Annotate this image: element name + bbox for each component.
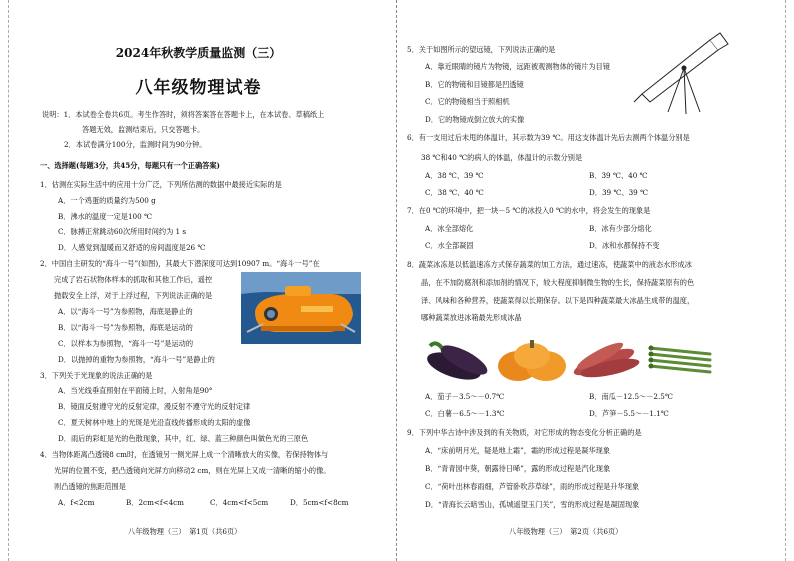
q6-option-c: C．38 ℃、40 ℃ <box>425 188 484 197</box>
q2-option-b: B．以“海斗一号”为参照物，海底是运动的 <box>58 323 193 332</box>
q7-option-a: A．冰全部熔化 <box>425 224 474 233</box>
section-heading: 一、选择题(每题3分，共45分，每题只有一个正确答案) <box>40 161 220 170</box>
q3-option-c: C．夏天树林中地上的光斑是光沿直线传播形成的太阳的虚像 <box>58 418 251 427</box>
q4-stem-3: 则凸透镜的焦距范围是 <box>54 482 126 491</box>
q7-option-c: C．水全部凝固 <box>425 241 474 250</box>
submersible-image <box>241 272 361 344</box>
q6-stem-1: 6．有一支用过后未甩的体温计，其示数为39 ℃。用这支体温计先后去测两个体温分别是 <box>407 133 690 142</box>
q9-option-d: D．“青海长云暗雪山，孤城遥望玉门关”，雪的形成过程是凝固现象 <box>425 500 640 509</box>
asparagus-image <box>646 336 714 384</box>
q6-option-b: B．39 ℃、40 ℃ <box>589 171 648 180</box>
q2-option-a: A．以“海斗一号”为参照物，海底是静止的 <box>58 307 193 316</box>
telescope-image <box>624 28 732 114</box>
q4-option-a: A．f<2cm <box>58 498 95 507</box>
q1-option-a: A．一个鸡蛋的质量约为500 g <box>58 196 156 205</box>
page-2-footer: 八年级物理（三） 第2页（共6页） <box>509 527 623 536</box>
q8-option-b: B．南瓜－12.5～－2.5℃ <box>589 392 673 401</box>
exam-title: 2024年秋教学质量监测（三） <box>115 46 282 60</box>
q6-option-d: D．39 ℃、39 ℃ <box>589 188 649 197</box>
q3-option-b: B．镜面反射遵守光的反射定律，漫反射不遵守光的反射定律 <box>58 402 251 411</box>
eggplant-image <box>424 336 494 384</box>
page-1-footer: 八年级物理（三） 第1页（共6页） <box>128 527 242 536</box>
q1-option-b: B．沸水的温度一定是100 ℃ <box>58 212 153 221</box>
q8-stem-2: 晶，在不加防腐剂和添加剂的情况下，较大程度抑制微生物的生长，保持蔬菜原有的色 <box>421 278 695 287</box>
q5-stem: 5．关于如图所示的望远镜，下列说法正确的是 <box>407 45 556 54</box>
q2-stem-2: 完成了岩石状物体样本的抓取和其他工作后，遥控 <box>54 275 213 284</box>
instructions-line-3: 2．本试卷满分100分，监测时间为90分钟。 <box>64 140 207 149</box>
q8-stem-3: 泽、风味和各种营养，使蔬菜得以长期保存。以下是四种蔬菜最大冰晶生成带的温度， <box>421 296 695 305</box>
q2-stem-1: 2．中国自主研发的“海斗一号”(如图)，其最大下潜深度可达到10907 m。“海斗一号”在 <box>40 259 320 268</box>
q2-option-c: C．以样本为参照物，“海斗一号”是运动的 <box>58 339 194 348</box>
page-2 <box>397 0 794 561</box>
q9-option-b: B．“青青园中葵，朝露待日晞”，露的形成过程是汽化现象 <box>425 464 611 473</box>
q8-option-c: C．白薯－6.5～－1.3℃ <box>425 409 505 418</box>
pumpkin-image <box>496 336 568 384</box>
instructions-line-1: 说明：1．本试卷全卷共6页。考生作答时，须将答案答在答题卡上，在本试卷、草稿纸上 <box>42 110 325 119</box>
q1-stem: 1．估测在实际生活中的应用十分广泛，下列所估测的数据中最接近实际的是 <box>40 180 282 189</box>
q1-option-c: C．脉搏正常跳动60次所用时间约为 1 s <box>58 227 187 236</box>
q4-option-d: D．5cm<f<8cm <box>290 498 349 507</box>
q9-option-c: C．“荷叶出林春雨细，芦管卧吹莎草绿”，雨的形成过程是升华现象 <box>425 482 640 491</box>
q9-stem: 9．下列中华古诗中涉及到的有关物质，对它形成的物态变化分析正确的是 <box>407 428 642 437</box>
q5-option-a: A．靠近眼睛的镜片为物镜，远距被观测物体的镜片为目镜 <box>425 62 610 71</box>
q7-option-d: D．冰和水都保持不变 <box>589 241 660 250</box>
exam-subtitle: 八年级物理试卷 <box>135 78 262 98</box>
q2-option-d: D．以抛掉的重物为参照物，“海斗一号”是静止的 <box>58 355 215 364</box>
q8-option-a: A．茄子－3.5～－0.7℃ <box>425 392 505 401</box>
q5-option-b: B．它的物镜和目镜都是凹透镜 <box>425 80 524 89</box>
q6-stem-2: 38 ℃和40 ℃的病人的体温，体温计的示数分别是 <box>421 153 583 162</box>
q8-stem-1: 8．蔬菜冰冻是以低温速冻方式保存蔬菜的加工方法，通过速冻，使蔬菜中的液态水形成冰 <box>407 260 692 269</box>
q2-stem-3: 抛载安全上浮，对于上浮过程，下列说法正确的是 <box>54 291 213 300</box>
q3-option-d: D．雨后的彩虹是光的色散现象，其中，红、绿、蓝三种颜色叫做色光的三原色 <box>58 434 309 443</box>
instructions-line-2: 答题无效，监测结束后，只交答题卡。 <box>82 125 205 134</box>
q4-option-c: C．4cm<f<5cm <box>210 498 269 507</box>
q5-option-c: C．它的物镜相当于照相机 <box>425 97 510 106</box>
q1-option-d: D．人感觉到温暖而又舒适的房间温度是26 ℃ <box>58 243 206 252</box>
q5-option-d: D．它的物镜成倒立放大的实像 <box>425 115 525 124</box>
q4-option-b: B．2cm<f<4cm <box>126 498 185 507</box>
q9-option-a: A．“床前明月光，疑是地上霜”，霜的形成过程是凝华现象 <box>425 446 611 455</box>
sweet-potato-image <box>570 336 642 384</box>
q7-option-b: B．冰有少部分熔化 <box>589 224 652 233</box>
q4-stem-2: 光屏的位置不变，把凸透镜向光屏方向移动2 cm，则在光屏上又成一清晰的缩小的像。 <box>54 466 331 475</box>
q6-option-a: A．38 ℃、39 ℃ <box>425 171 484 180</box>
q3-stem: 3．下列关于光现象的说法正确的是 <box>40 371 153 380</box>
q8-stem-4: 哪种蔬菜放进冰箱最先形成冰晶 <box>421 313 522 322</box>
q7-stem: 7．在0 ℃的环境中，把一块－5 ℃的冰投入0 ℃的水中，将会发生的现象是 <box>407 206 651 215</box>
q3-option-a: A．当光线垂直照射在平面镜上时，入射角是90° <box>58 386 213 395</box>
q4-stem-1: 4．当物体距离凸透镜8 cm时，在透镜另一侧光屏上成一个清晰放大的实像，若保持物体与 <box>40 450 329 459</box>
q8-option-d: D．芦笋－5.5～－1.1℃ <box>589 409 669 418</box>
